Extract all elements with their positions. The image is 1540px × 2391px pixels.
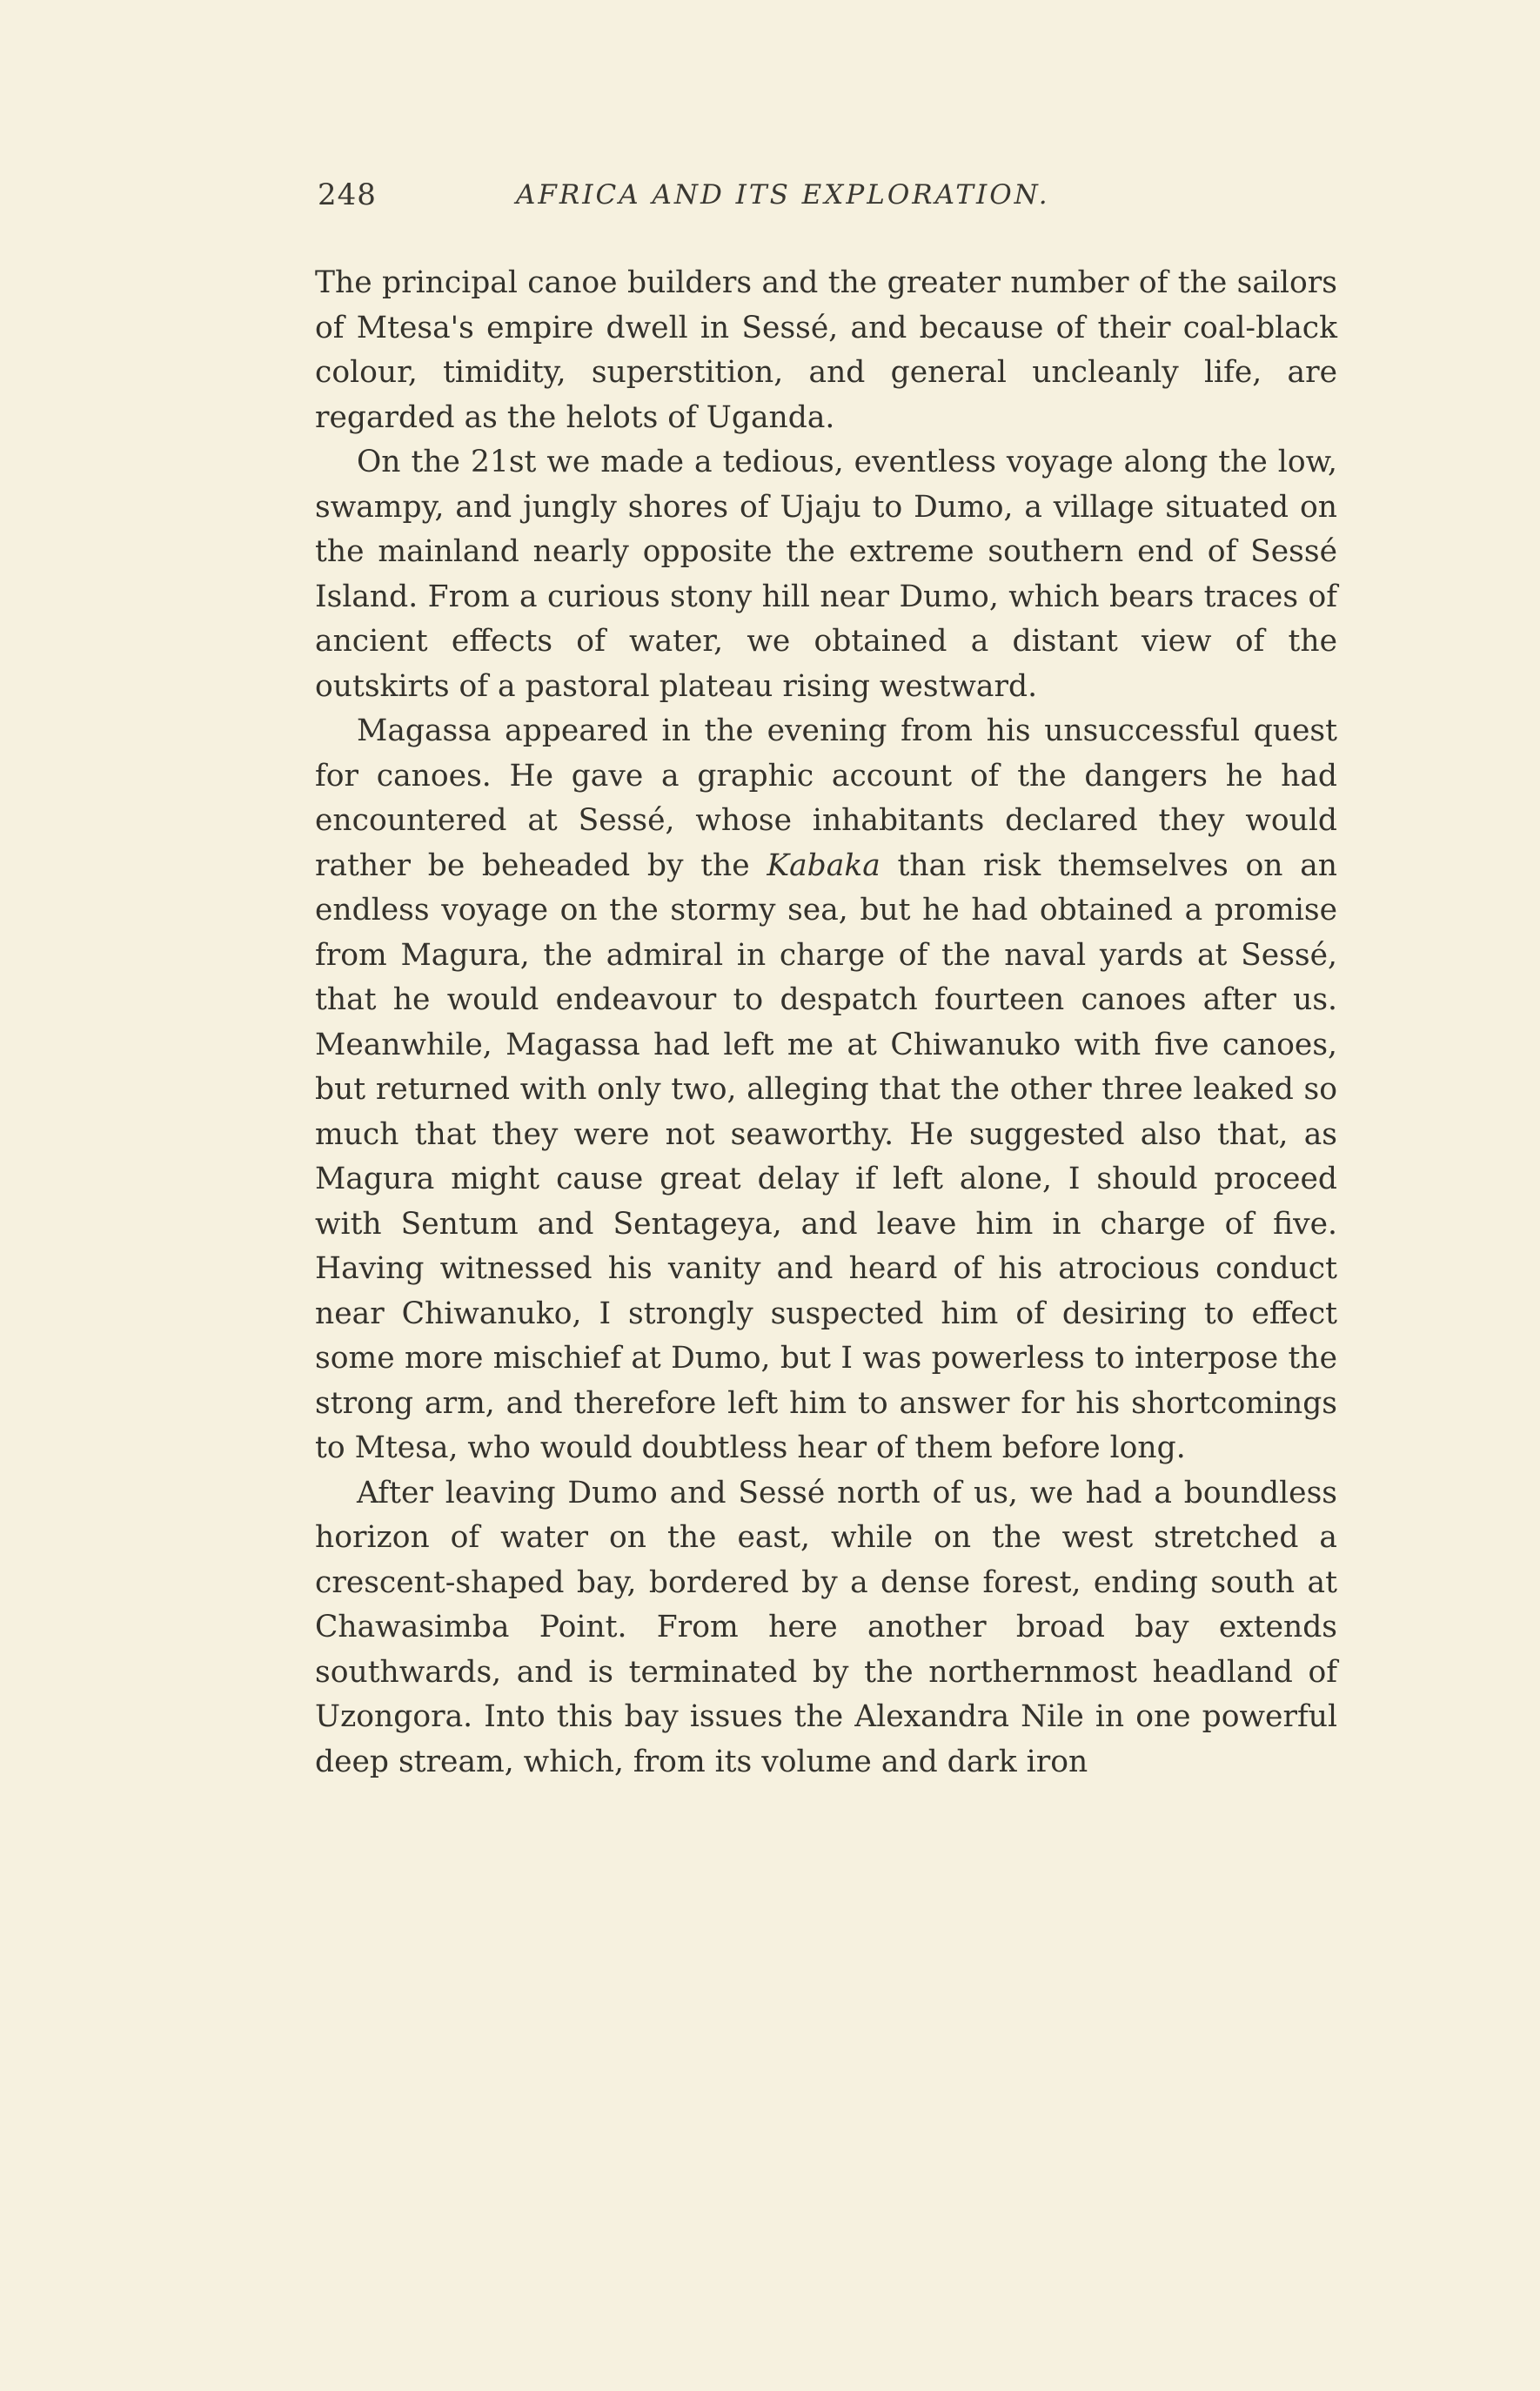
paragraph-1: The principal canoe builders and the greater number of the sailors of Mtesa's empire dwell in Sessé, and because of their coal-black colour, timidity, superstition, and general uncleanly life, are regarded as the helots of Uganda. [315, 265, 1337, 435]
paragraph-3-text-before: Magassa appeared in the evening from his unsuccessful quest for canoes. He gave a graphic account of the dangers he had encountered at Sessé, whose inhabitants declared they would rather be beheaded by the [315, 713, 1337, 883]
page-number: 248 [318, 177, 377, 212]
running-head [318, 177, 1344, 230]
paragraph-3-text-after: than risk themselves on an endless voyage on the stormy sea, but he had obtained a promise from Magura, the admiral in charge of the naval yards at Sessé, that he would endeavour to despatch fourteen canoes after us. Meanwhile, Magassa had left me at Chiwanuko with five canoes, but returned with only two, alleging that the other three leaked so much that they were not seaworthy. He suggested also that, as Magura might cause great delay if left alone, I should proceed with Sentum and Sentageya, and leave him in charge of five. Having witnessed his vanity and heard of his atrocious conduct near Chiwanuko, I strongly suspected him of desiring to effect some more mischief at Dumo, but I was powerless to interpose the strong arm, and therefore left him to answer for his shortcomings to Mtesa, who would doubtless hear of them before long. [315, 847, 1337, 1465]
italic-term-kabaka: Kabaka [767, 847, 880, 883]
paragraph-2: On the 21st we made a tedious, eventless voyage along the low, swampy, and jungly shores of Ujaju to Dumo, a village situated on the mainland nearly opposite the extreme southern end of Sessé Island. From a curious stony hill near Dumo, which bears traces of ancient effects of water, we obtained a distant view of the outskirts of a pastoral plateau rising westward. [315, 445, 1337, 704]
paragraph-3 [315, 709, 1337, 1471]
body-text [315, 261, 1337, 1785]
running-title: AFRICA AND ITS EXPLORATION. [516, 179, 1050, 211]
paragraph-4: After leaving Dumo and Sessé north of us, we had a boundless horizon of water on the east, while on the west stretched a crescent-shaped bay, bordered by a dense forest, ending south at Chawasimba Point. From here another broad bay extends southwards, and is terminated by the northernmost headland of Uzongora. Into this bay issues the Alexandra Nile in one powerful deep stream, which, from its volume and dark iron [315, 1475, 1337, 1779]
